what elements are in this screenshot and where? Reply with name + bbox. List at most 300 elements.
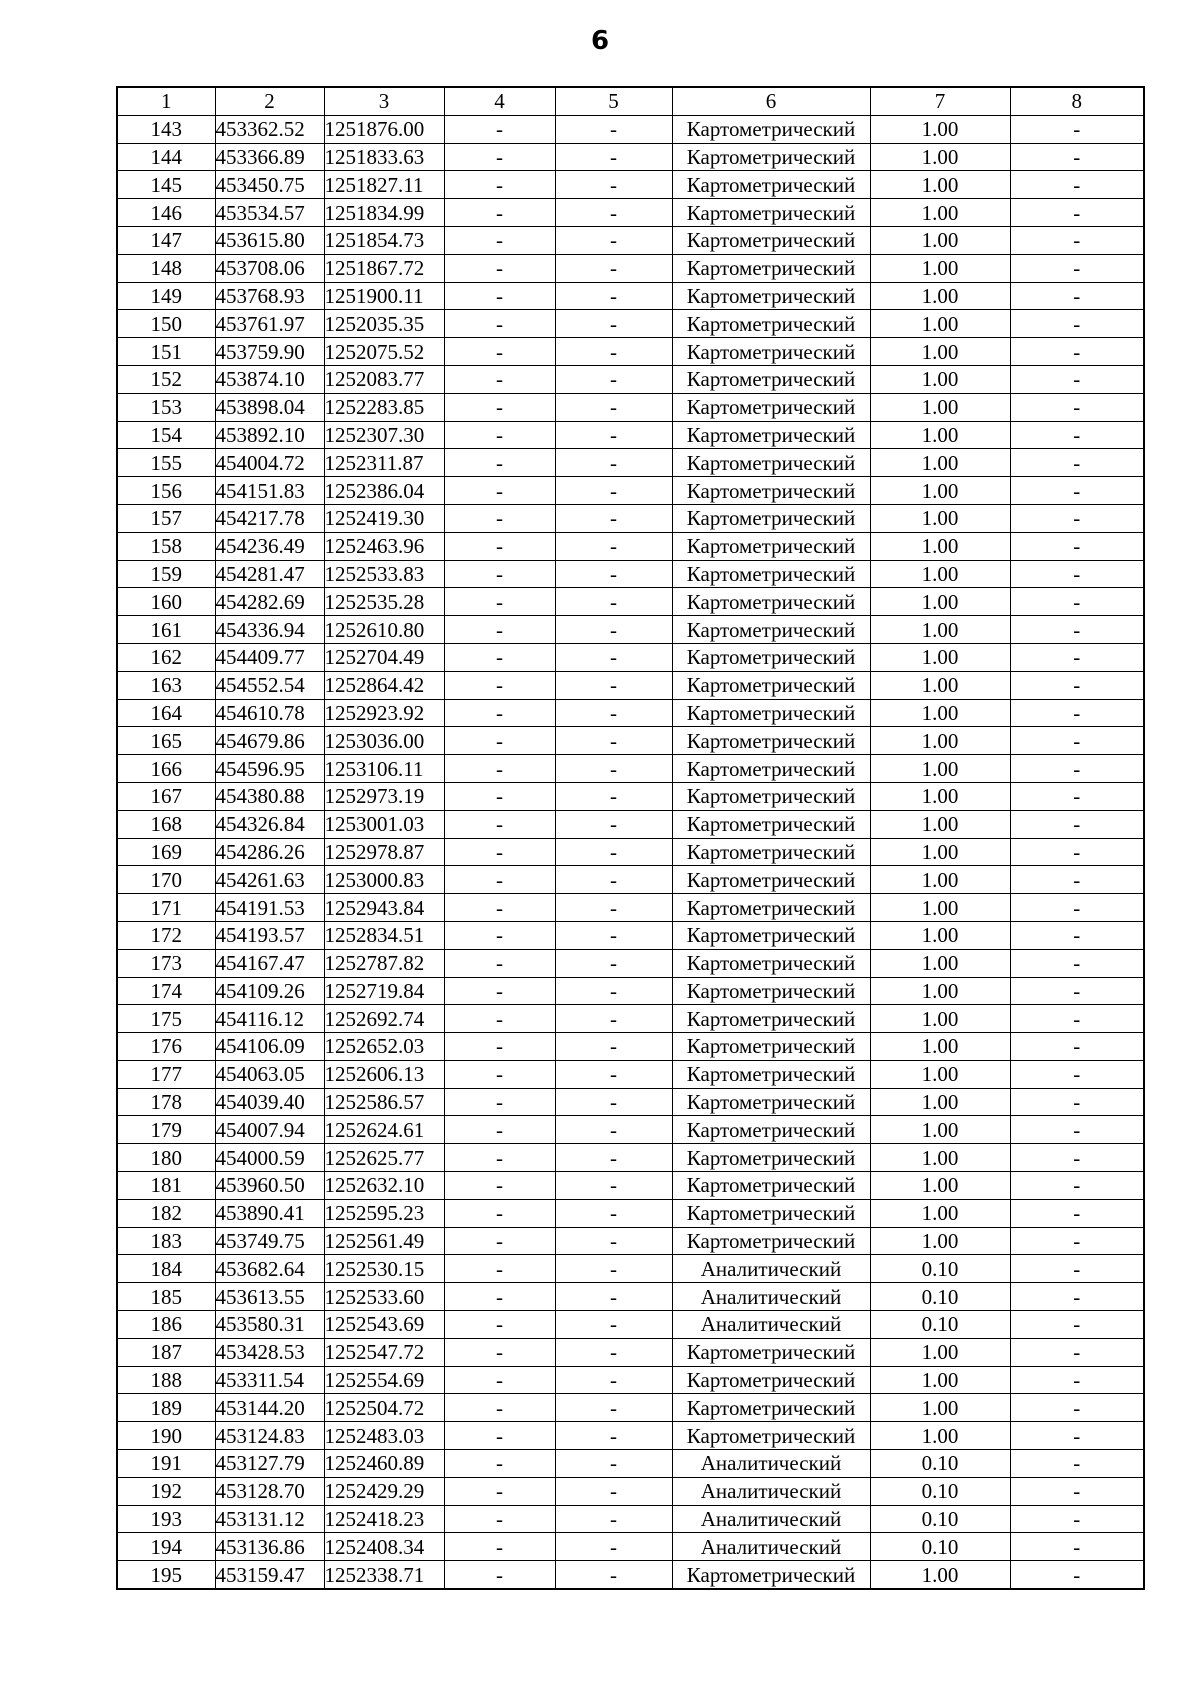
y-coordinate-cell: 1251827.11 xyxy=(324,171,444,199)
col8-cell: - xyxy=(1010,1477,1144,1505)
point-number-cell: 167 xyxy=(117,782,215,810)
method-cell: Картометрический xyxy=(672,1338,870,1366)
method-cell: Картометрический xyxy=(672,199,870,227)
method-cell: Картометрический xyxy=(672,755,870,783)
point-number-cell: 155 xyxy=(117,449,215,477)
method-cell: Картометрический xyxy=(672,810,870,838)
col8-cell: - xyxy=(1010,393,1144,421)
x-coordinate-cell: 454552.54 xyxy=(215,671,324,699)
col5-cell: - xyxy=(555,365,672,393)
column-header-3: 3 xyxy=(324,87,444,115)
col5-cell: - xyxy=(555,449,672,477)
accuracy-cell: 1.00 xyxy=(870,1033,1010,1061)
point-number-cell: 152 xyxy=(117,365,215,393)
y-coordinate-cell: 1252533.83 xyxy=(324,560,444,588)
col8-cell: - xyxy=(1010,810,1144,838)
table-row xyxy=(117,1005,1144,1033)
col5-cell: - xyxy=(555,921,672,949)
accuracy-cell: 1.00 xyxy=(870,1199,1010,1227)
point-number-cell: 191 xyxy=(117,1450,215,1478)
col8-cell: - xyxy=(1010,143,1144,171)
table-row xyxy=(117,226,1144,254)
point-number-cell: 163 xyxy=(117,671,215,699)
x-coordinate-cell: 453450.75 xyxy=(215,171,324,199)
method-cell: Картометрический xyxy=(672,1227,870,1255)
y-coordinate-cell: 1252338.71 xyxy=(324,1561,444,1589)
col4-cell: - xyxy=(444,199,555,227)
point-number-cell: 161 xyxy=(117,616,215,644)
y-coordinate-cell: 1251867.72 xyxy=(324,254,444,282)
point-number-cell: 145 xyxy=(117,171,215,199)
table-row xyxy=(117,727,1144,755)
method-cell: Картометрический xyxy=(672,449,870,477)
point-number-cell: 172 xyxy=(117,921,215,949)
column-header-2: 2 xyxy=(215,87,324,115)
y-coordinate-cell: 1253000.83 xyxy=(324,866,444,894)
col5-cell: - xyxy=(555,838,672,866)
method-cell: Картометрический xyxy=(672,1366,870,1394)
col8-cell: - xyxy=(1010,1172,1144,1200)
col8-cell: - xyxy=(1010,782,1144,810)
table-row xyxy=(117,477,1144,505)
method-cell: Картометрический xyxy=(672,699,870,727)
x-coordinate-cell: 453749.75 xyxy=(215,1227,324,1255)
y-coordinate-cell: 1252083.77 xyxy=(324,365,444,393)
table-row xyxy=(117,1199,1144,1227)
col5-cell: - xyxy=(555,1255,672,1283)
y-coordinate-cell: 1252429.29 xyxy=(324,1477,444,1505)
col8-cell: - xyxy=(1010,1005,1144,1033)
col8-cell: - xyxy=(1010,449,1144,477)
point-number-cell: 176 xyxy=(117,1033,215,1061)
x-coordinate-cell: 454039.40 xyxy=(215,1088,324,1116)
x-coordinate-cell: 453708.06 xyxy=(215,254,324,282)
column-header-6: 6 xyxy=(672,87,870,115)
accuracy-cell: 1.00 xyxy=(870,143,1010,171)
x-coordinate-cell: 453136.86 xyxy=(215,1533,324,1561)
table-row xyxy=(117,1255,1144,1283)
accuracy-cell: 1.00 xyxy=(870,727,1010,755)
point-number-cell: 177 xyxy=(117,1060,215,1088)
table-row xyxy=(117,643,1144,671)
method-cell: Картометрический xyxy=(672,421,870,449)
col8-cell: - xyxy=(1010,226,1144,254)
col8-cell: - xyxy=(1010,560,1144,588)
col4-cell: - xyxy=(444,1338,555,1366)
table-row xyxy=(117,115,1144,143)
accuracy-cell: 1.00 xyxy=(870,365,1010,393)
col5-cell: - xyxy=(555,560,672,588)
accuracy-cell: 1.00 xyxy=(870,282,1010,310)
col5-cell: - xyxy=(555,1561,672,1589)
table-row xyxy=(117,282,1144,310)
col5-cell: - xyxy=(555,949,672,977)
col4-cell: - xyxy=(444,393,555,421)
y-coordinate-cell: 1252864.42 xyxy=(324,671,444,699)
y-coordinate-cell: 1251900.11 xyxy=(324,282,444,310)
table-row xyxy=(117,143,1144,171)
method-cell: Картометрический xyxy=(672,643,870,671)
method-cell: Картометрический xyxy=(672,866,870,894)
col5-cell: - xyxy=(555,1005,672,1033)
col5-cell: - xyxy=(555,1311,672,1339)
col5-cell: - xyxy=(555,1338,672,1366)
col4-cell: - xyxy=(444,755,555,783)
accuracy-cell: 1.00 xyxy=(870,1172,1010,1200)
col8-cell: - xyxy=(1010,1255,1144,1283)
col5-cell: - xyxy=(555,699,672,727)
col5-cell: - xyxy=(555,310,672,338)
col8-cell: - xyxy=(1010,421,1144,449)
method-cell: Картометрический xyxy=(672,1144,870,1172)
method-cell: Картометрический xyxy=(672,365,870,393)
y-coordinate-cell: 1252535.28 xyxy=(324,588,444,616)
x-coordinate-cell: 454261.63 xyxy=(215,866,324,894)
col5-cell: - xyxy=(555,1060,672,1088)
x-coordinate-cell: 453898.04 xyxy=(215,393,324,421)
table-row xyxy=(117,1227,1144,1255)
method-cell: Картометрический xyxy=(672,560,870,588)
accuracy-cell: 1.00 xyxy=(870,1227,1010,1255)
table-row xyxy=(117,199,1144,227)
col8-cell: - xyxy=(1010,671,1144,699)
method-cell: Картометрический xyxy=(672,254,870,282)
y-coordinate-cell: 1252533.60 xyxy=(324,1283,444,1311)
x-coordinate-cell: 454167.47 xyxy=(215,949,324,977)
table-row xyxy=(117,421,1144,449)
col8-cell: - xyxy=(1010,1033,1144,1061)
point-number-cell: 180 xyxy=(117,1144,215,1172)
col5-cell: - xyxy=(555,727,672,755)
x-coordinate-cell: 454380.88 xyxy=(215,782,324,810)
accuracy-cell: 1.00 xyxy=(870,1394,1010,1422)
point-number-cell: 178 xyxy=(117,1088,215,1116)
x-coordinate-cell: 454116.12 xyxy=(215,1005,324,1033)
point-number-cell: 144 xyxy=(117,143,215,171)
col5-cell: - xyxy=(555,282,672,310)
table-row xyxy=(117,1088,1144,1116)
col4-cell: - xyxy=(444,365,555,393)
x-coordinate-cell: 453159.47 xyxy=(215,1561,324,1589)
col8-cell: - xyxy=(1010,643,1144,671)
x-coordinate-cell: 454326.84 xyxy=(215,810,324,838)
method-cell: Картометрический xyxy=(672,727,870,755)
y-coordinate-cell: 1252692.74 xyxy=(324,1005,444,1033)
method-cell: Аналитический xyxy=(672,1477,870,1505)
table-row xyxy=(117,1366,1144,1394)
accuracy-cell: 1.00 xyxy=(870,921,1010,949)
y-coordinate-cell: 1253036.00 xyxy=(324,727,444,755)
col5-cell: - xyxy=(555,866,672,894)
col4-cell: - xyxy=(444,477,555,505)
x-coordinate-cell: 454191.53 xyxy=(215,894,324,922)
y-coordinate-cell: 1252283.85 xyxy=(324,393,444,421)
y-coordinate-cell: 1252547.72 xyxy=(324,1338,444,1366)
col8-cell: - xyxy=(1010,199,1144,227)
col5-cell: - xyxy=(555,1088,672,1116)
table-row xyxy=(117,338,1144,366)
x-coordinate-cell: 453428.53 xyxy=(215,1338,324,1366)
col4-cell: - xyxy=(444,449,555,477)
col4-cell: - xyxy=(444,1033,555,1061)
table-row xyxy=(117,310,1144,338)
method-cell: Картометрический xyxy=(672,949,870,977)
col8-cell: - xyxy=(1010,338,1144,366)
point-number-cell: 193 xyxy=(117,1505,215,1533)
col5-cell: - xyxy=(555,1366,672,1394)
x-coordinate-cell: 453682.64 xyxy=(215,1255,324,1283)
x-coordinate-cell: 453311.54 xyxy=(215,1366,324,1394)
y-coordinate-cell: 1252719.84 xyxy=(324,977,444,1005)
col8-cell: - xyxy=(1010,1311,1144,1339)
col4-cell: - xyxy=(444,1533,555,1561)
accuracy-cell: 0.10 xyxy=(870,1255,1010,1283)
accuracy-cell: 1.00 xyxy=(870,421,1010,449)
table-row xyxy=(117,1450,1144,1478)
y-coordinate-cell: 1252561.49 xyxy=(324,1227,444,1255)
col4-cell: - xyxy=(444,1255,555,1283)
x-coordinate-cell: 454106.09 xyxy=(215,1033,324,1061)
accuracy-cell: 1.00 xyxy=(870,588,1010,616)
col4-cell: - xyxy=(444,643,555,671)
table-row xyxy=(117,866,1144,894)
point-number-cell: 195 xyxy=(117,1561,215,1589)
point-number-cell: 189 xyxy=(117,1394,215,1422)
point-number-cell: 186 xyxy=(117,1311,215,1339)
method-cell: Картометрический xyxy=(672,226,870,254)
point-number-cell: 166 xyxy=(117,755,215,783)
col5-cell: - xyxy=(555,782,672,810)
table-row xyxy=(117,1311,1144,1339)
method-cell: Картометрический xyxy=(672,1172,870,1200)
col8-cell: - xyxy=(1010,1227,1144,1255)
col4-cell: - xyxy=(444,338,555,366)
accuracy-cell: 1.00 xyxy=(870,1338,1010,1366)
point-number-cell: 169 xyxy=(117,838,215,866)
col8-cell: - xyxy=(1010,504,1144,532)
y-coordinate-cell: 1252483.03 xyxy=(324,1422,444,1450)
col8-cell: - xyxy=(1010,755,1144,783)
method-cell: Картометрический xyxy=(672,588,870,616)
col8-cell: - xyxy=(1010,699,1144,727)
x-coordinate-cell: 454679.86 xyxy=(215,727,324,755)
x-coordinate-cell: 454000.59 xyxy=(215,1144,324,1172)
table-row xyxy=(117,699,1144,727)
method-cell: Картометрический xyxy=(672,282,870,310)
col8-cell: - xyxy=(1010,1561,1144,1589)
point-number-cell: 146 xyxy=(117,199,215,227)
col4-cell: - xyxy=(444,921,555,949)
method-cell: Картометрический xyxy=(672,338,870,366)
y-coordinate-cell: 1252460.89 xyxy=(324,1450,444,1478)
col4-cell: - xyxy=(444,1227,555,1255)
col5-cell: - xyxy=(555,1172,672,1200)
col5-cell: - xyxy=(555,810,672,838)
accuracy-cell: 1.00 xyxy=(870,643,1010,671)
method-cell: Картометрический xyxy=(672,310,870,338)
method-cell: Картометрический xyxy=(672,1005,870,1033)
accuracy-cell: 1.00 xyxy=(870,1116,1010,1144)
col4-cell: - xyxy=(444,1144,555,1172)
accuracy-cell: 0.10 xyxy=(870,1450,1010,1478)
accuracy-cell: 1.00 xyxy=(870,699,1010,727)
x-coordinate-cell: 454063.05 xyxy=(215,1060,324,1088)
accuracy-cell: 0.10 xyxy=(870,1311,1010,1339)
table-row xyxy=(117,1283,1144,1311)
point-number-cell: 165 xyxy=(117,727,215,755)
point-number-cell: 162 xyxy=(117,643,215,671)
method-cell: Картометрический xyxy=(672,782,870,810)
x-coordinate-cell: 453759.90 xyxy=(215,338,324,366)
col4-cell: - xyxy=(444,782,555,810)
col4-cell: - xyxy=(444,310,555,338)
method-cell: Аналитический xyxy=(672,1255,870,1283)
point-number-cell: 173 xyxy=(117,949,215,977)
accuracy-cell: 1.00 xyxy=(870,560,1010,588)
col5-cell: - xyxy=(555,1283,672,1311)
y-coordinate-cell: 1252530.15 xyxy=(324,1255,444,1283)
x-coordinate-cell: 453128.70 xyxy=(215,1477,324,1505)
column-header-1: 1 xyxy=(117,87,215,115)
accuracy-cell: 1.00 xyxy=(870,393,1010,421)
accuracy-cell: 1.00 xyxy=(870,532,1010,560)
y-coordinate-cell: 1252311.87 xyxy=(324,449,444,477)
col8-cell: - xyxy=(1010,616,1144,644)
point-number-cell: 147 xyxy=(117,226,215,254)
accuracy-cell: 1.00 xyxy=(870,755,1010,783)
col8-cell: - xyxy=(1010,977,1144,1005)
col4-cell: - xyxy=(444,282,555,310)
col4-cell: - xyxy=(444,588,555,616)
table-row xyxy=(117,449,1144,477)
point-number-cell: 174 xyxy=(117,977,215,1005)
table-row xyxy=(117,1533,1144,1561)
y-coordinate-cell: 1252307.30 xyxy=(324,421,444,449)
col5-cell: - xyxy=(555,393,672,421)
accuracy-cell: 1.00 xyxy=(870,616,1010,644)
col5-cell: - xyxy=(555,338,672,366)
point-number-cell: 171 xyxy=(117,894,215,922)
col4-cell: - xyxy=(444,977,555,1005)
table-row xyxy=(117,671,1144,699)
accuracy-cell: 1.00 xyxy=(870,894,1010,922)
col5-cell: - xyxy=(555,532,672,560)
coordinates-table xyxy=(116,86,1145,1590)
table-row xyxy=(117,838,1144,866)
table-row xyxy=(117,560,1144,588)
col4-cell: - xyxy=(444,171,555,199)
accuracy-cell: 1.00 xyxy=(870,977,1010,1005)
accuracy-cell: 0.10 xyxy=(870,1533,1010,1561)
accuracy-cell: 1.00 xyxy=(870,171,1010,199)
point-number-cell: 148 xyxy=(117,254,215,282)
table-row xyxy=(117,504,1144,532)
x-coordinate-cell: 454286.26 xyxy=(215,838,324,866)
x-coordinate-cell: 454596.95 xyxy=(215,755,324,783)
col8-cell: - xyxy=(1010,1144,1144,1172)
accuracy-cell: 1.00 xyxy=(870,226,1010,254)
point-number-cell: 157 xyxy=(117,504,215,532)
y-coordinate-cell: 1252418.23 xyxy=(324,1505,444,1533)
table-row xyxy=(117,532,1144,560)
col8-cell: - xyxy=(1010,727,1144,755)
x-coordinate-cell: 453580.31 xyxy=(215,1311,324,1339)
point-number-cell: 181 xyxy=(117,1172,215,1200)
method-cell: Картометрический xyxy=(672,1060,870,1088)
col8-cell: - xyxy=(1010,310,1144,338)
col5-cell: - xyxy=(555,894,672,922)
accuracy-cell: 1.00 xyxy=(870,1561,1010,1589)
x-coordinate-cell: 453768.93 xyxy=(215,282,324,310)
y-coordinate-cell: 1252543.69 xyxy=(324,1311,444,1339)
y-coordinate-cell: 1252075.52 xyxy=(324,338,444,366)
accuracy-cell: 1.00 xyxy=(870,115,1010,143)
point-number-cell: 182 xyxy=(117,1199,215,1227)
table-row xyxy=(117,977,1144,1005)
col4-cell: - xyxy=(444,699,555,727)
x-coordinate-cell: 454007.94 xyxy=(215,1116,324,1144)
table-row xyxy=(117,1033,1144,1061)
x-coordinate-cell: 453534.57 xyxy=(215,199,324,227)
x-coordinate-cell: 453890.41 xyxy=(215,1199,324,1227)
col5-cell: - xyxy=(555,226,672,254)
accuracy-cell: 1.00 xyxy=(870,1088,1010,1116)
x-coordinate-cell: 454336.94 xyxy=(215,616,324,644)
col8-cell: - xyxy=(1010,838,1144,866)
table-row xyxy=(117,949,1144,977)
col4-cell: - xyxy=(444,254,555,282)
col8-cell: - xyxy=(1010,254,1144,282)
table-row xyxy=(117,1561,1144,1589)
col4-cell: - xyxy=(444,1561,555,1589)
col4-cell: - xyxy=(444,504,555,532)
col5-cell: - xyxy=(555,1505,672,1533)
col8-cell: - xyxy=(1010,532,1144,560)
y-coordinate-cell: 1252386.04 xyxy=(324,477,444,505)
y-coordinate-cell: 1252973.19 xyxy=(324,782,444,810)
accuracy-cell: 1.00 xyxy=(870,254,1010,282)
col8-cell: - xyxy=(1010,1116,1144,1144)
method-cell: Картометрический xyxy=(672,1088,870,1116)
x-coordinate-cell: 454151.83 xyxy=(215,477,324,505)
method-cell: Картометрический xyxy=(672,477,870,505)
col5-cell: - xyxy=(555,199,672,227)
method-cell: Картометрический xyxy=(672,1033,870,1061)
method-cell: Картометрический xyxy=(672,115,870,143)
y-coordinate-cell: 1252923.92 xyxy=(324,699,444,727)
col4-cell: - xyxy=(444,894,555,922)
y-coordinate-cell: 1252624.61 xyxy=(324,1116,444,1144)
y-coordinate-cell: 1252704.49 xyxy=(324,643,444,671)
y-coordinate-cell: 1252595.23 xyxy=(324,1199,444,1227)
col5-cell: - xyxy=(555,643,672,671)
table-row xyxy=(117,921,1144,949)
x-coordinate-cell: 454193.57 xyxy=(215,921,324,949)
table-row xyxy=(117,588,1144,616)
method-cell: Картометрический xyxy=(672,977,870,1005)
x-coordinate-cell: 454109.26 xyxy=(215,977,324,1005)
col8-cell: - xyxy=(1010,949,1144,977)
col5-cell: - xyxy=(555,254,672,282)
y-coordinate-cell: 1253106.11 xyxy=(324,755,444,783)
col5-cell: - xyxy=(555,143,672,171)
col8-cell: - xyxy=(1010,1199,1144,1227)
point-number-cell: 179 xyxy=(117,1116,215,1144)
y-coordinate-cell: 1251833.63 xyxy=(324,143,444,171)
x-coordinate-cell: 454282.69 xyxy=(215,588,324,616)
table-header-row xyxy=(117,87,1144,115)
y-coordinate-cell: 1252419.30 xyxy=(324,504,444,532)
